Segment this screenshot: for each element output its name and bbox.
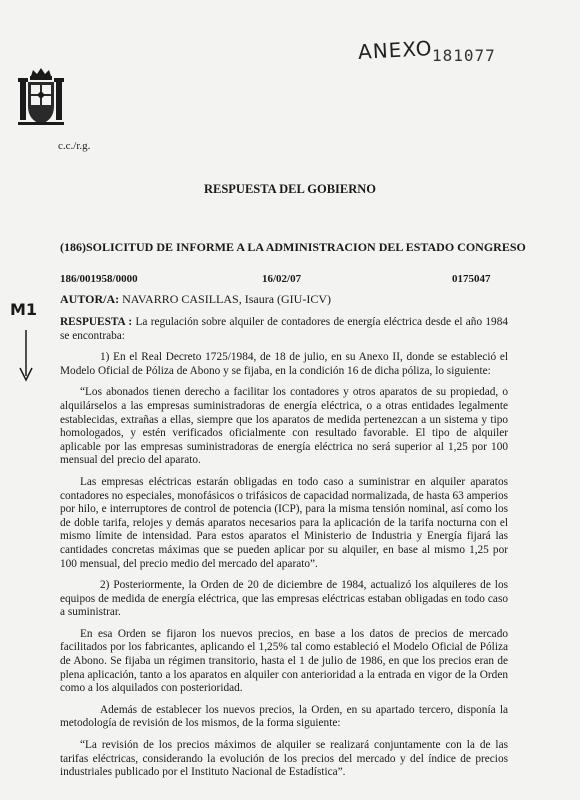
author-label: AUTOR/A: (60, 292, 120, 306)
author-line (60, 292, 331, 307)
document-title: RESPUESTA DEL GOBIERNO (203, 182, 377, 196)
response-intro (60, 316, 508, 343)
coat-of-arms-icon (18, 66, 64, 130)
response-label: RESPUESTA : (60, 316, 133, 328)
reference-date: 16/02/07 (262, 273, 302, 285)
reference-number: 186/001958/0000 (60, 273, 138, 285)
cc-initials: c.c./r.g. (58, 140, 91, 152)
response-body (60, 316, 508, 788)
stamp-number: 181077 (432, 46, 496, 65)
paragraph-7: “La revisión de los precios máximos de alquiler se realizará conjuntamente con la de las tarifas eléctricas, considerando la evolución de los precios del mercado y del índice de precios industriales publicado por el Instituto Nacional de Estadística”. (60, 739, 508, 779)
paragraph-6: Además de establecer los nuevos precios, la Orden, en su apartado tercero, disponía la metodología de revisión de los mismos, de la forma siguiente: (60, 703, 508, 730)
arrow-down-icon (18, 330, 34, 382)
paragraph-5: En esa Orden se fijaron los nuevos precios, en base a los datos de precios de mercado facilitados por los fabricantes, aplicando el 1,25% tal como estableció el Modelo Oficial de Póliza de Abono. Se fijaba un régimen transitorio, hasta el 1 de julio de 1986, en que los precios eran de plena aplicación, tanto a los aparatos en alquiler con anterioridad a la entrada en vigor de la Orden como a los alquilados con posterioridad. (60, 627, 508, 695)
author-value: NAVARRO CASILLAS, Isaura (GIU-ICV) (122, 292, 332, 306)
handwritten-annex-note: ANEXO (357, 36, 434, 64)
paragraph-1: 1) En el Real Decreto 1725/1984, de 18 de julio, en su Anexo II, donde se estableció el Modelo Oficial de Póliza de Abono y se fijaba, en la condición 16 de dicha póliza, lo siguiente: (60, 351, 508, 377)
paragraph-3: Las empresas eléctricas estarán obligadas en todo caso a suministrar en alquiler aparatos contadores no especiales, monofásicos o trifásicos de capacidad normalizada, de hasta 63 amperios por hilo, e interruptores de control de potencia (ICP), para la misma tensión nominal, así como los de doble tarifa, relojes y demás aparatos necesarios para la aplicación de la tarifa nocturna con el mismo límite de intensidad. Para estos aparatos el Ministerio de Industria y Energía fijará las cantidades concretas máximas que se pueden aplicar por su alquiler, en base al mismo 1,25 por 100 mensual, del precio medio del mercado del aparato”. (60, 475, 508, 570)
response-intro-text: La regulación sobre alquiler de contadores de energía eléctrica desde el año 1984 se encontraba: (60, 316, 509, 342)
solicitud-line: (186)SOLICITUD DE INFORME A LA ADMINISTRACION DEL ESTADO CONGRESO (60, 240, 526, 254)
paragraph-4: 2) Posteriormente, la Orden de 20 de diciembre de 1984, actualizó los alquileres de los equipos de medida de energía eléctrica, que las empresas eléctricas estaban obligadas en todo caso a suministrar. (60, 579, 508, 619)
reference-code: 0175047 (452, 273, 491, 285)
paragraph-2: “Los abonados tienen derecho a facilitar los contadores y otros aparatos de su propiedad, o alquilárselos a las empresas suministradoras de energía eléctrica, o a otras entidades legalmente establecidas, extrañas a ellas, siempre que los aparatos de medida pertenezcan a un sistema y tipo homologados, y estén verificados oficialmente con resultado favorable. El tipo de alquiler aplicable por las empresas suministradoras de energía eléctrica no será superior al 1,25 por 100 mensual del precio del aparato. (60, 386, 508, 467)
margin-annotation: M1 (10, 300, 38, 319)
